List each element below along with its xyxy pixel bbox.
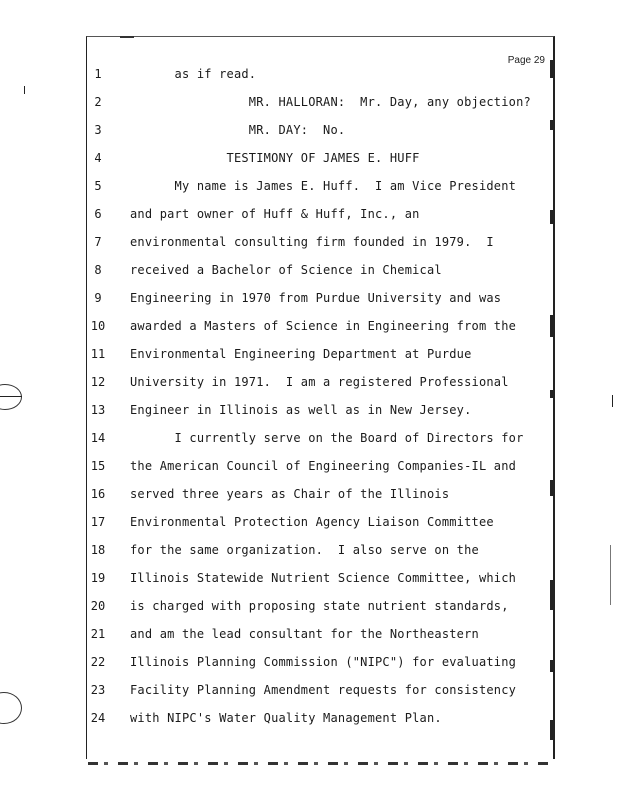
line-text: Facility Planning Amendment requests for consistency <box>130 683 517 697</box>
binder-hole-icon <box>0 692 22 724</box>
scan-mark <box>550 580 553 610</box>
line-number: 11 <box>90 347 106 361</box>
line-number: 2 <box>94 95 102 109</box>
scan-mark <box>550 210 553 224</box>
scan-mark <box>120 36 134 38</box>
line-text: for the same organization. I also serve on the <box>130 543 479 557</box>
line-number: 21 <box>90 627 106 641</box>
line-text: My name is James E. Huff. I am Vice President <box>130 179 517 193</box>
scan-mark <box>550 480 553 496</box>
line-number: 13 <box>90 403 106 417</box>
line-text: Environmental Engineering Department at Purdue <box>130 347 472 361</box>
line-text: as if read. <box>130 67 257 81</box>
scan-mark <box>550 720 553 740</box>
line-number: 17 <box>90 515 106 529</box>
line-text: TESTIMONY OF JAMES E. HUFF <box>130 151 420 165</box>
line-number: 5 <box>94 179 102 193</box>
line-number: 4 <box>94 151 102 165</box>
line-text: awarded a Masters of Science in Engineering from the <box>130 319 517 333</box>
line-number: 18 <box>90 543 106 557</box>
right-edge-marks <box>550 60 554 760</box>
line-number: 16 <box>90 487 106 501</box>
line-number: 24 <box>90 711 106 725</box>
line-text: received a Bachelor of Science in Chemical <box>130 263 442 277</box>
scan-mark <box>550 120 553 130</box>
scan-mark <box>612 395 613 407</box>
line-number: 7 <box>94 235 102 249</box>
scan-mark <box>550 390 553 398</box>
line-text: Environmental Protection Agency Liaison Committee <box>130 515 494 529</box>
line-text: Illinois Planning Commission ("NIPC") for evaluating <box>130 655 517 669</box>
binder-hole-icon <box>0 384 22 410</box>
scan-mark <box>550 660 553 672</box>
line-number: 14 <box>90 431 106 445</box>
line-text: I currently serve on the Board of Directors for <box>130 431 524 445</box>
bottom-scan-border <box>88 762 550 765</box>
line-text: Engineer in Illinois as well as in New Jersey. <box>130 403 472 417</box>
line-text: environmental consulting firm founded in 1979. I <box>130 235 494 249</box>
line-text: with NIPC's Water Quality Management Plan. <box>130 711 442 725</box>
page-number: Page 29 <box>507 55 545 66</box>
transcript-page-frame <box>86 36 555 759</box>
line-number: 1 <box>94 67 102 81</box>
line-text: MR. HALLORAN: Mr. Day, any objection? <box>130 95 531 109</box>
line-text: is charged with proposing state nutrient standards, <box>130 599 509 613</box>
line-number: 23 <box>90 683 106 697</box>
line-number: 6 <box>94 207 102 221</box>
line-number: 22 <box>90 655 106 669</box>
line-number: 19 <box>90 571 106 585</box>
scan-mark <box>24 86 25 94</box>
line-text: Illinois Statewide Nutrient Science Committee, which <box>130 571 517 585</box>
line-number: 8 <box>94 263 102 277</box>
scan-mark <box>550 60 553 78</box>
line-text: served three years as Chair of the Illinois <box>130 487 450 501</box>
line-number: 10 <box>90 319 106 333</box>
line-text: Engineering in 1970 from Purdue University and was <box>130 291 502 305</box>
line-text: University in 1971. I am a registered Professional <box>130 375 509 389</box>
line-text: the American Council of Engineering Companies-IL and <box>130 459 517 473</box>
line-text: and am the lead consultant for the Northeastern <box>130 627 479 641</box>
line-text: MR. DAY: No. <box>130 123 346 137</box>
line-number: 12 <box>90 375 106 389</box>
scan-mark <box>610 545 611 605</box>
line-number: 9 <box>94 291 102 305</box>
line-number: 3 <box>94 123 102 137</box>
line-text: and part owner of Huff & Huff, Inc., an <box>130 207 420 221</box>
line-number: 15 <box>90 459 106 473</box>
scan-mark <box>0 396 22 397</box>
line-number: 20 <box>90 599 106 613</box>
scan-mark <box>550 315 553 337</box>
